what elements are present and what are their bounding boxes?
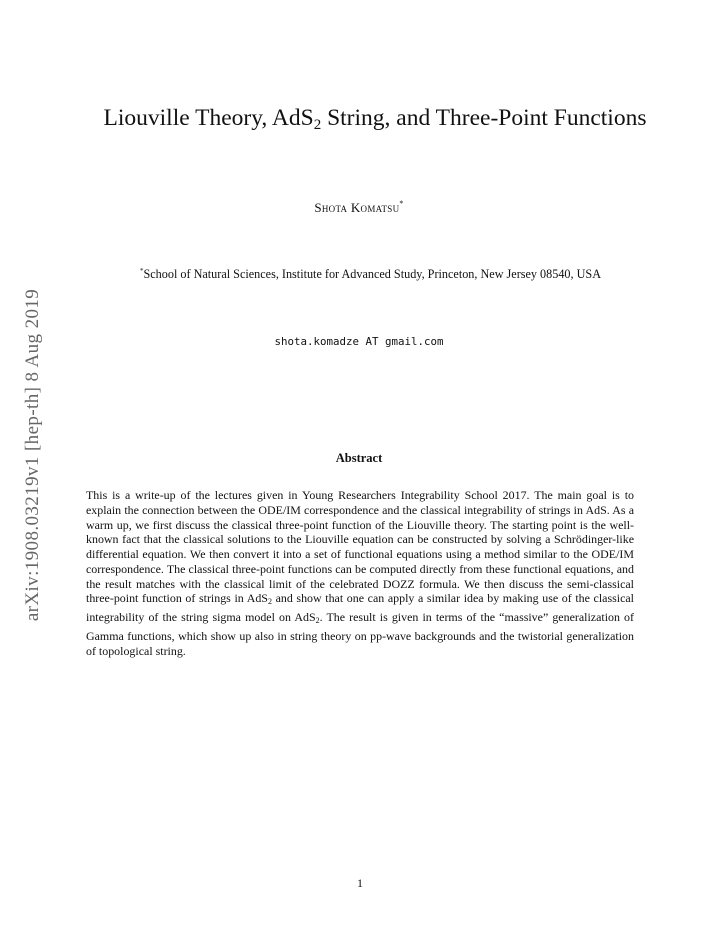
title-part-2: String, and Three-Point Functions xyxy=(321,105,647,131)
arxiv-identifier-stamp: arXiv:1908.03219v1 [hep-th] 8 Aug 2019 xyxy=(22,288,43,622)
author-footnote-mark: * xyxy=(399,199,404,208)
abstract-heading: Abstract xyxy=(335,451,383,465)
title-part-1: Liouville Theory, AdS xyxy=(103,105,314,131)
author-line xyxy=(80,199,638,216)
abstract-body xyxy=(86,488,634,658)
abstract-text-2: and show that one can apply a similar idea by making use of the classical integrability of the string sigma model on AdS xyxy=(86,591,634,624)
abstract-text-1: This is a write-up of the lectures given in Young Researchers Integrability School 2017. The main goal is to explain the connection between the ODE/IM correspondence and the classical integrability of strings in AdS. As a warm up, we first discuss the classical three-point function of the Liouville theory. The starting point is the well-known fact that the classical solutions to the Liouville equation can be constructed by solving a Schrödinger-like differential equation. We then convert it into a set of functional equations using a method similar to the ODE/IM correspondence. The classical three-point functions can be computed directly from these functional equations, and the result matches with the classical limit of the celebrated DOZZ formula. We then discuss the semi-classical three-point function of strings in AdS xyxy=(86,488,634,606)
abstract-subscript-2: 2 xyxy=(315,616,320,625)
page-number: 1 xyxy=(357,876,363,890)
title-subscript: 2 xyxy=(313,117,322,133)
author-email: shota.komadze AT gmail.com xyxy=(274,335,444,348)
abstract-subscript-1: 2 xyxy=(267,597,272,607)
author-name: Shota Komatsu xyxy=(314,200,400,215)
affiliation-mark: * xyxy=(139,267,144,275)
author-affiliation xyxy=(78,267,663,282)
paper-title xyxy=(60,104,690,134)
affiliation-text: School of Natural Sciences, Institute for Advanced Study, Princeton, New Jersey 08540, USA xyxy=(143,267,601,281)
abstract-text-3: . The result is given in terms of the “massive” generalization of Gamma functions, which show up also in string theory on pp-wave backgrounds and the twistorial generalization of topological string. xyxy=(86,610,634,658)
